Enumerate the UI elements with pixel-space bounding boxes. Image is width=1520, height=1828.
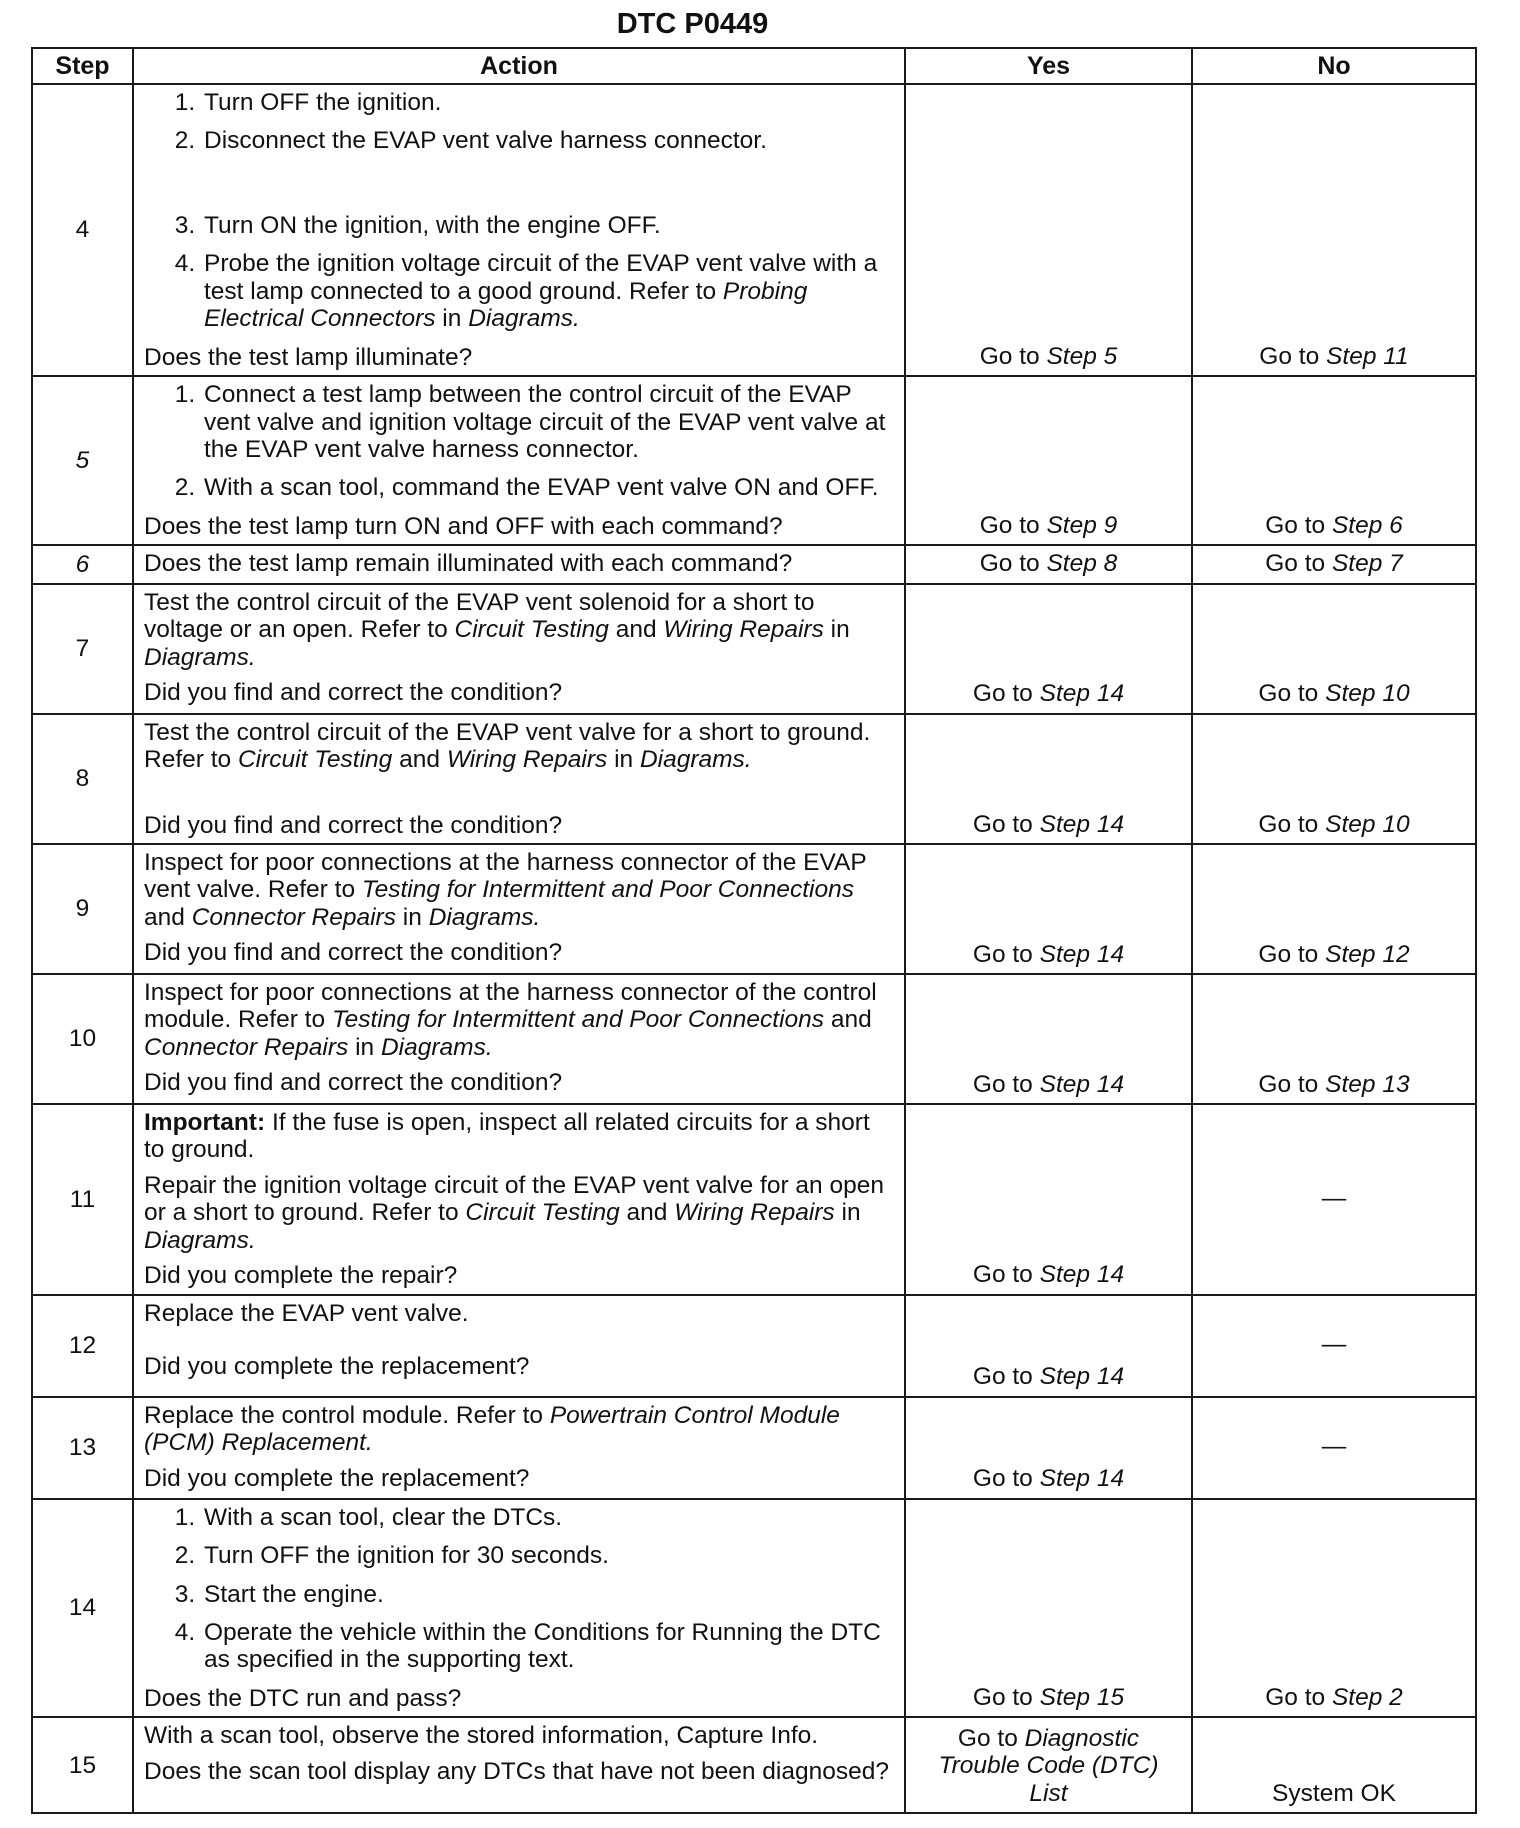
table-row <box>32 844 1476 974</box>
yes-cell: Go to Step 14 <box>905 1295 1192 1397</box>
no-cell: Go to Step 10 <box>1192 584 1476 714</box>
diagnostic-table <box>31 47 1477 1814</box>
table-row <box>32 1397 1476 1499</box>
step-number: 6 <box>32 545 133 583</box>
yes-cell: Go to Step 8 <box>905 545 1192 583</box>
step-number: 11 <box>32 1104 133 1295</box>
yes-cell: Go to Diagnostic Trouble Code (DTC) List <box>905 1717 1192 1813</box>
yes-cell: Go to Step 5 <box>905 84 1192 376</box>
table-row <box>32 84 1476 376</box>
list-item: 2. Disconnect the EVAP vent valve harness connector. <box>202 127 894 200</box>
action-text: Replace the EVAP vent valve. <box>144 1299 469 1327</box>
action-list <box>144 89 894 333</box>
action-text: Test the control circuit of the EVAP vent valve for a short to ground. Refer to Circuit Testing and Wiring Repairs in Diagrams. <box>144 718 871 774</box>
action-cell <box>133 84 905 376</box>
action-text: Replace the control module. Refer to Powertrain Control Module (PCM) Replacement. <box>144 1401 840 1457</box>
question-text: Did you complete the replacement? <box>144 1353 530 1381</box>
step-number: 5 <box>32 376 133 545</box>
no-cell: Go to Step 13 <box>1192 974 1476 1104</box>
table-row <box>32 376 1476 545</box>
no-cell: Go to Step 2 <box>1192 1499 1476 1718</box>
no-cell: — <box>1192 1104 1476 1295</box>
action-text: With a scan tool, observe the stored information, Capture Info. <box>144 1722 819 1750</box>
list-item: 2. With a scan tool, command the EVAP vent valve ON and OFF. <box>202 474 894 501</box>
list-item: 1. Connect a test lamp between the control circuit of the EVAP vent valve and ignition voltage circuit of the EVAP vent valve at the EVAP vent valve harness connector. <box>202 381 894 463</box>
action-cell <box>133 376 905 545</box>
question-text: Did you complete the replacement? <box>144 1464 530 1492</box>
yes-cell: Go to Step 14 <box>905 1104 1192 1295</box>
yes-cell: Go to Step 15 <box>905 1499 1192 1718</box>
no-cell: System OK <box>1192 1717 1476 1813</box>
table-row <box>32 584 1476 714</box>
step-number: 13 <box>32 1397 133 1499</box>
header-yes: Yes <box>905 48 1192 84</box>
question-text: Did you find and correct the condition? <box>144 679 563 706</box>
action-text: Repair the ignition voltage circuit of the EVAP vent valve for an open or a short to ground. Refer to Circuit Testing and Wiring Repairs in Diagrams. <box>144 1171 884 1254</box>
yes-cell: Go to Step 14 <box>905 714 1192 844</box>
question-text: Did you find and correct the condition? <box>144 811 563 839</box>
no-cell: Go to Step 10 <box>1192 714 1476 844</box>
action-cell <box>133 545 905 583</box>
question-text: Did you find and correct the condition? <box>144 1069 563 1097</box>
list-item: 3. Turn ON the ignition, with the engine OFF. <box>202 212 894 239</box>
action-cell <box>133 1499 905 1718</box>
table-row <box>32 974 1476 1104</box>
table-row <box>32 714 1476 844</box>
action-cell <box>133 844 905 974</box>
action-cell <box>133 1295 905 1397</box>
yes-cell: Go to Step 9 <box>905 376 1192 545</box>
page-title: DTC P0449 <box>616 8 769 40</box>
step-number: 15 <box>32 1717 133 1813</box>
table-row <box>32 1104 1476 1295</box>
action-cell <box>133 1397 905 1499</box>
step-number: 7 <box>32 584 133 714</box>
important-note: Important: If the fuse is open, inspect all related circuits for a short to ground. <box>144 1109 870 1164</box>
table-row <box>32 545 1476 583</box>
question-text: Does the test lamp illuminate? <box>144 343 473 371</box>
table-header-row <box>32 48 1476 84</box>
action-cell <box>133 974 905 1104</box>
step-number: 10 <box>32 974 133 1104</box>
list-item: 1. Turn OFF the ignition. <box>202 89 894 116</box>
no-cell: — <box>1192 1295 1476 1397</box>
list-item: 4. Operate the vehicle within the Conditions for Running the DTC as specified in the supporting text. <box>202 1619 894 1674</box>
step-number: 8 <box>32 714 133 844</box>
list-item: 3. Start the engine. <box>202 1581 894 1608</box>
action-text: Inspect for poor connections at the harness connector of the control module. Refer to Testing for Intermittent and Poor Connections and Connector Repairs in Diagrams. <box>144 979 877 1061</box>
step-number: 14 <box>32 1499 133 1718</box>
question-text: Does the scan tool display any DTCs that have not been diagnosed? <box>144 1757 890 1785</box>
table-row <box>32 1717 1476 1813</box>
no-cell: Go to Step 6 <box>1192 376 1476 545</box>
action-cell <box>133 1104 905 1295</box>
list-item: 1. With a scan tool, clear the DTCs. <box>202 1504 894 1531</box>
yes-cell: Go to Step 14 <box>905 584 1192 714</box>
action-cell <box>133 1717 905 1813</box>
action-text: Inspect for poor connections at the harness connector of the EVAP vent valve. Refer to Testing for Intermittent and Poor Connections and Connector Repairs in Diagrams. <box>144 849 867 931</box>
table-row <box>32 1499 1476 1718</box>
question-text: Does the test lamp remain illuminated with each command? <box>144 550 793 578</box>
question-text: Does the test lamp turn ON and OFF with each command? <box>144 512 783 540</box>
action-cell <box>133 714 905 844</box>
no-cell: Go to Step 11 <box>1192 84 1476 376</box>
yes-cell: Go to Step 14 <box>905 844 1192 974</box>
action-list <box>144 1504 894 1674</box>
step-number: 12 <box>32 1295 133 1397</box>
action-cell <box>133 584 905 714</box>
table-row <box>32 1295 1476 1397</box>
question-text: Does the DTC run and pass? <box>144 1684 462 1712</box>
yes-cell: Go to Step 14 <box>905 974 1192 1104</box>
question-text: Did you find and correct the condition? <box>144 939 563 967</box>
no-cell: Go to Step 7 <box>1192 545 1476 583</box>
no-cell: Go to Step 12 <box>1192 844 1476 974</box>
step-number: 4 <box>32 84 133 376</box>
question-text: Did you complete the repair? <box>144 1262 458 1290</box>
no-cell: — <box>1192 1397 1476 1499</box>
action-text: Test the control circuit of the EVAP vent solenoid for a short to voltage or an open. Refer to Circuit Testing and Wiring Repairs in Diagrams. <box>144 588 850 671</box>
action-list <box>144 381 894 502</box>
header-no: No <box>1192 48 1476 84</box>
list-item: 2. Turn OFF the ignition for 30 seconds. <box>202 1542 894 1569</box>
step-number: 9 <box>32 844 133 974</box>
header-step: Step <box>32 48 133 84</box>
list-item: 4. Probe the ignition voltage circuit of the EVAP vent valve with a test lamp connected to a good ground. Refer to Probing Electrical Connectors in Diagrams. <box>202 250 894 332</box>
yes-cell: Go to Step 14 <box>905 1397 1192 1499</box>
header-action: Action <box>133 48 905 84</box>
